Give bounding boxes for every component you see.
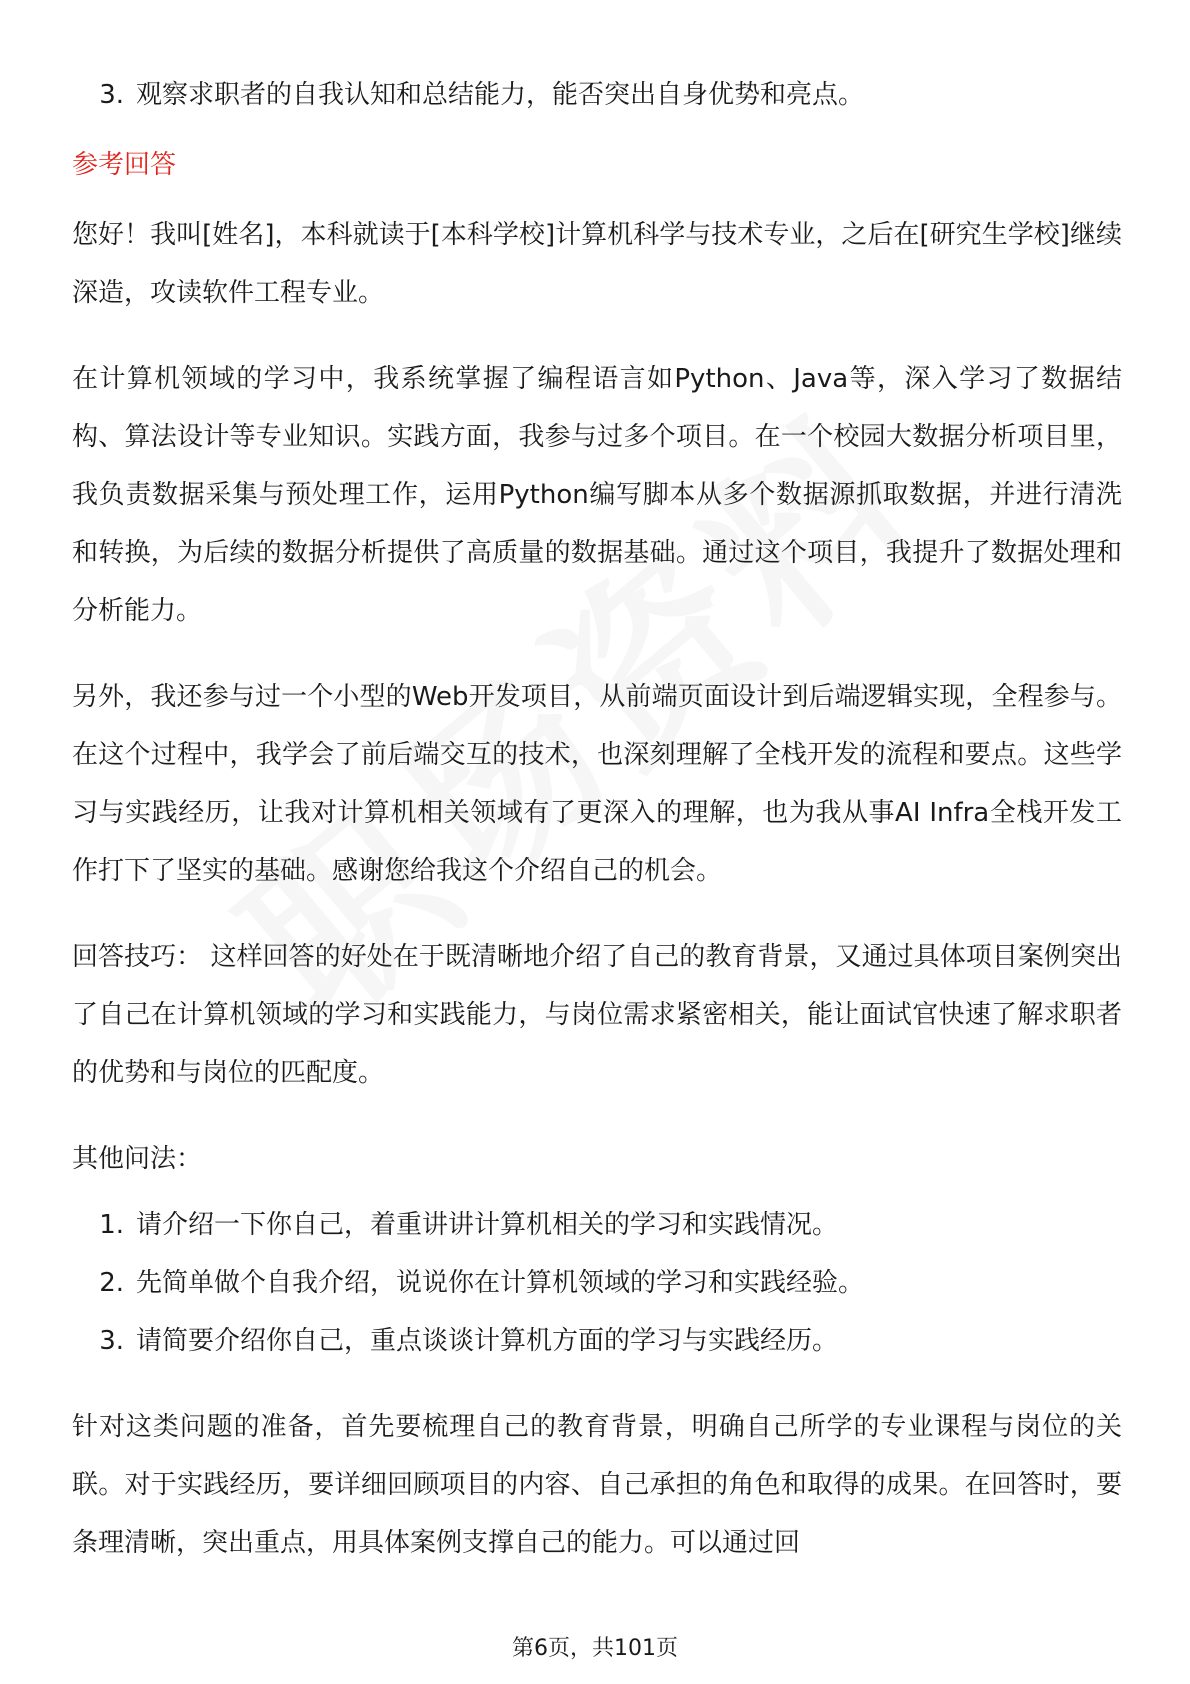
other-questions-list [72,1196,1122,1370]
list-item [72,1312,1122,1370]
paragraph-tips: 回答技巧： 这样回答的好处在于既清晰地介绍了自己的教育背景，又通过具体项目案例突出了自己在计算机领域的学习和实践能力，与岗位需求紧密相关，能让面试官快速了解求职者的优势和与岗位的匹配度。 [72,942,1122,1088]
list-text: 请简要介绍你自己，重点谈谈计算机方面的学习与实践经历。 [136,1326,839,1356]
list-text: 先简单做个自我介绍，说说你在计算机领域的学习和实践经验。 [136,1268,865,1298]
paragraph-other-questions: 其他问法： [72,1144,203,1174]
list-number: 3. [99,1326,124,1356]
page-content [72,66,1122,1572]
list-item [72,66,1122,124]
list-text: 请介绍一下你自己，着重讲讲计算机相关的学习和实践情况。 [136,1210,839,1240]
paragraph-web-project: 另外，我还参与过一个小型的Web开发项目，从前端页面设计到后端逻辑实现，全程参与。在这个过程中，我学会了前后端交互的技术，也深刻理解了全栈开发的流程和要点。这些学习与实践经历，让我对计算机相关领域有了更深入的理解，也为我从事AI Infra全栈开发工作打下了坚实的基础。感谢您给我这个介绍自己的机会。 [72,682,1122,886]
paragraph-preparation: 针对这类问题的准备，首先要梳理自己的教育背景，明确自己所学的专业课程与岗位的关联。对于实践经历，要详细回顾项目的内容、自己承担的角色和取得的成果。在回答时，要条理清晰，突出重点，用具体案例支撑自己的能力。可以通过回 [72,1412,1122,1558]
list-item [72,1254,1122,1312]
list-text: 观察求职者的自我认知和总结能力，能否突出自身优势和亮点。 [136,80,865,110]
paragraph-intro: 您好！我叫[姓名]，本科就读于[本科学校]计算机科学与技术专业，之后在[研究生学校]继续深造，攻读软件工程专业。 [72,220,1122,308]
list-number: 2. [99,1268,124,1298]
list-number: 1. [99,1210,124,1240]
page-footer: 第6页，共101页 [512,1636,678,1661]
section-title: 参考回答 [72,150,177,180]
paragraph-study: 在计算机领域的学习中，我系统掌握了编程语言如Python、Java等，深入学习了数据结构、算法设计等专业知识。实践方面，我参与过多个项目。在一个校园大数据分析项目里，我负责数据采集与预处理工作，运用Python编写脚本从多个数据源抓取数据，并进行清洗和转换，为后续的数据分析提供了高质量的数据基础。通过这个项目，我提升了数据处理和分析能力。 [72,364,1122,626]
list-number: 3. [99,80,124,110]
list-item [72,1196,1122,1254]
